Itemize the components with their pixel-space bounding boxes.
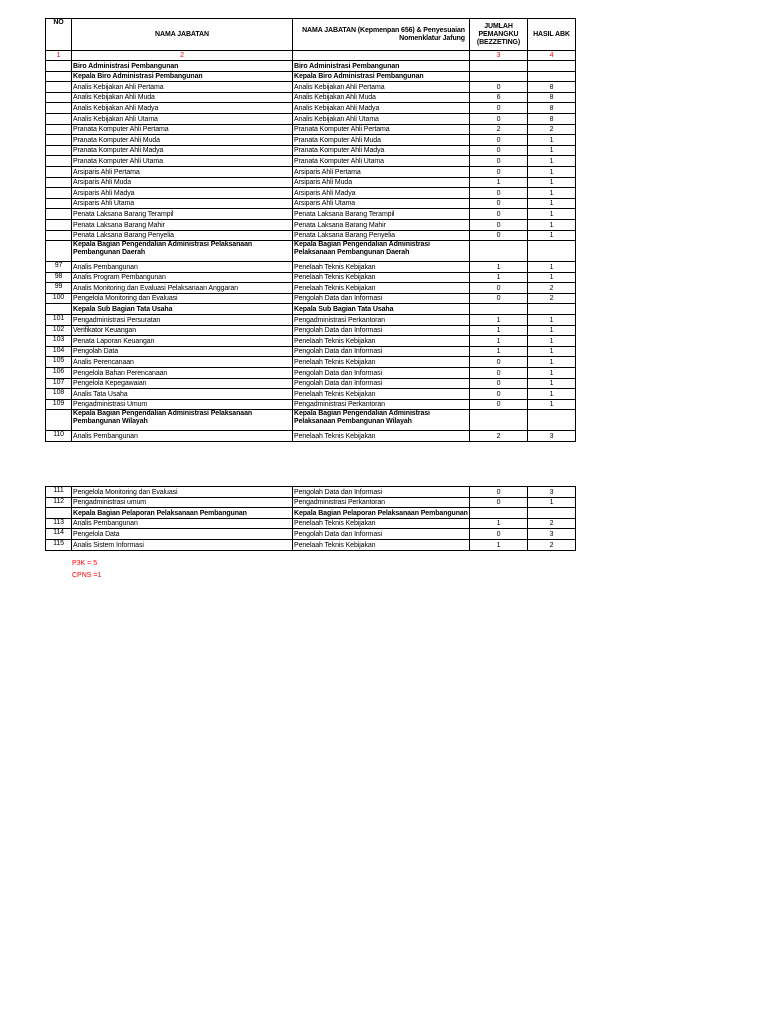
cell-no: [46, 198, 72, 209]
cell-nama-jabatan: Pranata Komputer Ahli Utama: [72, 156, 293, 167]
cell-no: 108: [46, 389, 72, 400]
cell-hasil-abk: 1: [528, 156, 576, 167]
cell-hasil-abk: 8: [528, 113, 576, 124]
cell-nama-jabatan: Kepala Bagian Pelaporan Pelaksanaan Pembangunan: [72, 508, 293, 519]
cell-hasil-abk: 2: [528, 518, 576, 529]
cell-jumlah-pemangku: 0: [470, 156, 528, 167]
cell-hasil-abk: 2: [528, 539, 576, 550]
header-hasil-abk: HASIL ABK: [528, 19, 576, 51]
cell-hasil-abk: 3: [528, 529, 576, 540]
note-p3k: P3K = 5: [72, 560, 98, 567]
cell-no: [46, 209, 72, 220]
table-row: [46, 135, 576, 146]
cell-jumlah-pemangku: [470, 508, 528, 519]
cell-nama-jabatan: Kepala Bagian Pengendalian Administrasi Pelaksanaan Pembangunan Daerah: [72, 241, 293, 262]
table-row: [46, 124, 576, 135]
cell-jumlah-pemangku: 0: [470, 209, 528, 220]
cell-jumlah-pemangku: 0: [470, 283, 528, 294]
cell-hasil-abk: [528, 304, 576, 315]
section-row: [46, 410, 576, 431]
cell-nama-jabatan-kepmenpan: Penelaah Teknis Kebijakan: [293, 539, 470, 550]
cell-nama-jabatan: Pengelola Kepegawaian: [72, 378, 293, 389]
cell-no: [46, 304, 72, 315]
section-row: [46, 71, 576, 82]
cell-hasil-abk: 1: [528, 346, 576, 357]
cell-no: 105: [46, 357, 72, 368]
cell-no: 97: [46, 262, 72, 273]
cell-hasil-abk: 1: [528, 325, 576, 336]
cell-no: [46, 166, 72, 177]
cell-hasil-abk: 1: [528, 209, 576, 220]
cell-nama-jabatan: Analis Kebijakan Ahli Muda: [72, 92, 293, 103]
table-row: [46, 219, 576, 230]
position-table-part-2: [45, 486, 576, 551]
cell-no: [46, 145, 72, 156]
cell-jumlah-pemangku: 6: [470, 92, 528, 103]
cell-nama-jabatan: Analis Kebijakan Ahli Madya: [72, 103, 293, 114]
cell-nama-jabatan-kepmenpan: Pengolah Data dan Informasi: [293, 325, 470, 336]
cell-nama-jabatan-kepmenpan: Analis Kebijakan Ahli Muda: [293, 92, 470, 103]
cell-jumlah-pemangku: 0: [470, 82, 528, 93]
column-index-3: 3: [470, 51, 528, 61]
cell-nama-jabatan: Pranata Komputer Ahli Muda: [72, 135, 293, 146]
table-row: [46, 497, 576, 508]
cell-no: [46, 135, 72, 146]
cell-nama-jabatan-kepmenpan: Arsiparis Ahli Utama: [293, 198, 470, 209]
cell-nama-jabatan-kepmenpan: Kepala Bagian Pengendalian Administrasi Pelaksanaan Pembangunan Wilayah: [293, 410, 470, 431]
cell-no: 98: [46, 272, 72, 283]
cell-nama-jabatan: Analis Monitoring dan Evaluasi Pelaksanaan Anggaran: [72, 283, 293, 294]
cell-jumlah-pemangku: 0: [470, 230, 528, 241]
column-index-blank: [293, 51, 470, 61]
cell-jumlah-pemangku: 1: [470, 346, 528, 357]
cell-jumlah-pemangku: 0: [470, 368, 528, 379]
cell-nama-jabatan: Analis Sistem Informasi: [72, 539, 293, 550]
cell-jumlah-pemangku: 0: [470, 198, 528, 209]
table-row: [46, 368, 576, 379]
cell-no: [46, 241, 72, 262]
table-row: [46, 209, 576, 220]
cell-nama-jabatan: Analis Pembangunan: [72, 431, 293, 442]
cell-no: 103: [46, 336, 72, 347]
cell-nama-jabatan-kepmenpan: Pengolah Data dan Informasi: [293, 293, 470, 304]
cell-nama-jabatan: Pengadministrasi Persuratan: [72, 315, 293, 326]
cell-jumlah-pemangku: 0: [470, 497, 528, 508]
cell-jumlah-pemangku: [470, 71, 528, 82]
cell-jumlah-pemangku: 0: [470, 166, 528, 177]
cell-jumlah-pemangku: 1: [470, 177, 528, 188]
cell-jumlah-pemangku: 1: [470, 518, 528, 529]
cell-jumlah-pemangku: 0: [470, 145, 528, 156]
cell-nama-jabatan: Analis Kebijakan Ahli Pertama: [72, 82, 293, 93]
table-row: [46, 272, 576, 283]
cell-hasil-abk: 2: [528, 283, 576, 294]
cell-hasil-abk: 1: [528, 188, 576, 199]
cell-nama-jabatan-kepmenpan: Penelaah Teknis Kebijakan: [293, 336, 470, 347]
cell-nama-jabatan: Penata Laksana Barang Terampil: [72, 209, 293, 220]
header-jumlah-pemangku: JUMLAH PEMANGKU (BEZZETING): [470, 19, 528, 51]
position-table-part-1: [45, 18, 576, 442]
cell-nama-jabatan-kepmenpan: Pengadministrasi Perkantoran: [293, 315, 470, 326]
cell-hasil-abk: 2: [528, 293, 576, 304]
table-row: [46, 103, 576, 114]
table-row: [46, 177, 576, 188]
cell-hasil-abk: 1: [528, 219, 576, 230]
cell-nama-jabatan: Biro Administrasi Pembangunan: [72, 61, 293, 72]
cell-nama-jabatan: Pengadministrasi umum: [72, 497, 293, 508]
cell-nama-jabatan-kepmenpan: Penelaah Teknis Kebijakan: [293, 389, 470, 400]
cell-nama-jabatan: Arsiparis Ahli Madya: [72, 188, 293, 199]
cell-hasil-abk: 1: [528, 166, 576, 177]
cell-nama-jabatan-kepmenpan: Penata Laksana Barang Terampil: [293, 209, 470, 220]
cell-hasil-abk: 1: [528, 145, 576, 156]
cell-jumlah-pemangku: 1: [470, 336, 528, 347]
cell-no: [46, 124, 72, 135]
cell-jumlah-pemangku: 1: [470, 315, 528, 326]
cell-no: 112: [46, 497, 72, 508]
section-row: [46, 508, 576, 519]
cell-hasil-abk: [528, 508, 576, 519]
table-row: [46, 283, 576, 294]
table-row: [46, 156, 576, 167]
cell-hasil-abk: 8: [528, 92, 576, 103]
cell-nama-jabatan-kepmenpan: Kepala Bagian Pengendalian Administrasi Pelaksanaan Pembangunan Daerah: [293, 241, 470, 262]
cell-no: [46, 156, 72, 167]
cell-hasil-abk: 1: [528, 272, 576, 283]
cell-nama-jabatan-kepmenpan: Penata Laksana Barang Mahir: [293, 219, 470, 230]
cell-nama-jabatan: Pranata Komputer Ahli Madya: [72, 145, 293, 156]
cell-jumlah-pemangku: 1: [470, 262, 528, 273]
cell-jumlah-pemangku: [470, 410, 528, 431]
cell-nama-jabatan-kepmenpan: Penelaah Teknis Kebijakan: [293, 518, 470, 529]
cell-no: 113: [46, 518, 72, 529]
cell-no: [46, 177, 72, 188]
cell-nama-jabatan: Analis Kebijakan Ahli Utama: [72, 113, 293, 124]
cell-nama-jabatan-kepmenpan: Pengadministrasi Perkantoran: [293, 399, 470, 410]
cell-no: [46, 410, 72, 431]
table-row: [46, 518, 576, 529]
cell-jumlah-pemangku: 1: [470, 539, 528, 550]
cell-nama-jabatan-kepmenpan: Pranata Komputer Ahli Madya: [293, 145, 470, 156]
cell-nama-jabatan-kepmenpan: Penelaah Teknis Kebijakan: [293, 357, 470, 368]
cell-nama-jabatan: Analis Pembangunan: [72, 262, 293, 273]
cell-nama-jabatan: Pengelola Bahan Perencanaan: [72, 368, 293, 379]
cell-nama-jabatan: Pengadministrasi Umum: [72, 399, 293, 410]
cell-nama-jabatan-kepmenpan: Pengadministrasi Perkantoran: [293, 497, 470, 508]
table-row: [46, 293, 576, 304]
table-row: [46, 399, 576, 410]
cell-hasil-abk: 1: [528, 389, 576, 400]
cell-nama-jabatan-kepmenpan: Penelaah Teknis Kebijakan: [293, 262, 470, 273]
cell-nama-jabatan-kepmenpan: Kepala Sub Bagian Tata Usaha: [293, 304, 470, 315]
cell-nama-jabatan-kepmenpan: Pengolah Data dan Informasi: [293, 529, 470, 540]
cell-nama-jabatan-kepmenpan: Kepala Bagian Pelaporan Pelaksanaan Pembangunan: [293, 508, 470, 519]
table-row: [46, 230, 576, 241]
cell-nama-jabatan: Pengelola Monitoring dan Evaluasi: [72, 487, 293, 498]
header-nama-jabatan-kepmenpan: NAMA JABATAN (Kepmenpan 656) & Penyesuaian Nomenklatur Jafung: [293, 19, 470, 51]
cell-nama-jabatan-kepmenpan: Pengolah Data dan Informasi: [293, 378, 470, 389]
cell-nama-jabatan-kepmenpan: Pranata Komputer Ahli Utama: [293, 156, 470, 167]
cell-jumlah-pemangku: 2: [470, 431, 528, 442]
cell-jumlah-pemangku: 0: [470, 378, 528, 389]
cell-hasil-abk: 1: [528, 378, 576, 389]
table-row: [46, 113, 576, 124]
cell-hasil-abk: 1: [528, 135, 576, 146]
table-row: [46, 198, 576, 209]
cell-nama-jabatan: Penata Laksana Barang Mahir: [72, 219, 293, 230]
cell-no: 106: [46, 368, 72, 379]
column-index-row: [46, 51, 576, 61]
cell-no: [46, 508, 72, 519]
column-index-2: 2: [72, 51, 293, 61]
cell-jumlah-pemangku: 0: [470, 219, 528, 230]
cell-no: [46, 103, 72, 114]
cell-no: 102: [46, 325, 72, 336]
cell-jumlah-pemangku: 0: [470, 103, 528, 114]
cell-hasil-abk: [528, 61, 576, 72]
table-row: [46, 188, 576, 199]
cell-nama-jabatan-kepmenpan: Arsiparis Ahli Madya: [293, 188, 470, 199]
cell-nama-jabatan-kepmenpan: Penelaah Teknis Kebijakan: [293, 431, 470, 442]
cell-nama-jabatan-kepmenpan: Arsiparis Ahli Muda: [293, 177, 470, 188]
cell-nama-jabatan-kepmenpan: Pengolah Data dan Informasi: [293, 487, 470, 498]
table-row: [46, 325, 576, 336]
table-row: [46, 431, 576, 442]
table-row: [46, 539, 576, 550]
table-header-row: [46, 19, 576, 51]
cell-hasil-abk: 1: [528, 177, 576, 188]
table-row: [46, 357, 576, 368]
cell-nama-jabatan: Analis Perencanaan: [72, 357, 293, 368]
table-row: [46, 166, 576, 177]
cell-hasil-abk: 3: [528, 431, 576, 442]
cell-hasil-abk: 1: [528, 230, 576, 241]
cell-nama-jabatan-kepmenpan: Analis Kebijakan Ahli Utama: [293, 113, 470, 124]
cell-nama-jabatan-kepmenpan: Penelaah Teknis Kebijakan: [293, 283, 470, 294]
cell-nama-jabatan: Arsiparis Ahli Utama: [72, 198, 293, 209]
column-index-1: 1: [46, 51, 72, 61]
cell-hasil-abk: 1: [528, 336, 576, 347]
cell-no: 109: [46, 399, 72, 410]
cell-nama-jabatan-kepmenpan: Analis Kebijakan Ahli Madya: [293, 103, 470, 114]
cell-no: 114: [46, 529, 72, 540]
cell-nama-jabatan-kepmenpan: Pranata Komputer Ahli Muda: [293, 135, 470, 146]
cell-nama-jabatan: Arsiparis Ahli Pertama: [72, 166, 293, 177]
table-row: [46, 145, 576, 156]
cell-nama-jabatan: Penata Laporan Keuangan: [72, 336, 293, 347]
cell-jumlah-pemangku: 0: [470, 135, 528, 146]
cell-nama-jabatan: Penata Laksana Barang Penyelia: [72, 230, 293, 241]
cell-jumlah-pemangku: [470, 241, 528, 262]
cell-nama-jabatan-kepmenpan: Pengolah Data dan Informasi: [293, 368, 470, 379]
cell-jumlah-pemangku: 0: [470, 389, 528, 400]
table-row: [46, 262, 576, 273]
table-row: [46, 346, 576, 357]
cell-hasil-abk: 1: [528, 198, 576, 209]
cell-jumlah-pemangku: 1: [470, 325, 528, 336]
cell-nama-jabatan-kepmenpan: Penelaah Teknis Kebijakan: [293, 272, 470, 283]
cell-hasil-abk: 1: [528, 357, 576, 368]
cell-nama-jabatan: Kepala Sub Bagian Tata Usaha: [72, 304, 293, 315]
cell-no: 99: [46, 283, 72, 294]
cell-hasil-abk: [528, 410, 576, 431]
section-row: [46, 304, 576, 315]
cell-hasil-abk: 2: [528, 124, 576, 135]
table-row: [46, 336, 576, 347]
cell-no: 101: [46, 315, 72, 326]
cell-hasil-abk: 1: [528, 497, 576, 508]
cell-no: 110: [46, 431, 72, 442]
cell-no: 107: [46, 378, 72, 389]
cell-jumlah-pemangku: 0: [470, 357, 528, 368]
cell-nama-jabatan: Pengelola Data: [72, 529, 293, 540]
cell-hasil-abk: 8: [528, 82, 576, 93]
section-row: [46, 241, 576, 262]
cell-no: [46, 92, 72, 103]
cell-jumlah-pemangku: 0: [470, 529, 528, 540]
cell-hasil-abk: 3: [528, 487, 576, 498]
section-row: [46, 61, 576, 72]
cell-no: [46, 61, 72, 72]
cell-no: 111: [46, 487, 72, 498]
cell-no: 104: [46, 346, 72, 357]
table-row: [46, 378, 576, 389]
header-nama-jabatan: NAMA JABATAN: [72, 19, 293, 51]
cell-nama-jabatan: Pengolah Data: [72, 346, 293, 357]
cell-no: 100: [46, 293, 72, 304]
cell-jumlah-pemangku: 2: [470, 124, 528, 135]
cell-nama-jabatan: Arsiparis Ahli Muda: [72, 177, 293, 188]
cell-jumlah-pemangku: [470, 304, 528, 315]
cell-hasil-abk: 8: [528, 103, 576, 114]
note-cpns: CPNS =1: [72, 572, 102, 579]
cell-no: [46, 219, 72, 230]
cell-nama-jabatan-kepmenpan: Arsiparis Ahli Pertama: [293, 166, 470, 177]
column-index-4: 4: [528, 51, 576, 61]
cell-hasil-abk: 1: [528, 262, 576, 273]
table-row: [46, 315, 576, 326]
table-row: [46, 82, 576, 93]
header-no: NO: [46, 19, 72, 51]
table-row: [46, 529, 576, 540]
cell-nama-jabatan: Kepala Bagian Pengendalian Administrasi Pelaksanaan Pembangunan Wilayah: [72, 410, 293, 431]
cell-jumlah-pemangku: 0: [470, 188, 528, 199]
cell-hasil-abk: [528, 241, 576, 262]
cell-nama-jabatan-kepmenpan: Penata Laksana Barang Penyelia: [293, 230, 470, 241]
cell-no: [46, 188, 72, 199]
table-row: [46, 389, 576, 400]
cell-no: [46, 82, 72, 93]
cell-jumlah-pemangku: 0: [470, 399, 528, 410]
cell-nama-jabatan-kepmenpan: Pengolah Data dan Informasi: [293, 346, 470, 357]
cell-nama-jabatan-kepmenpan: Pranata Komputer Ahli Pertama: [293, 124, 470, 135]
cell-nama-jabatan-kepmenpan: Analis Kebijakan Ahli Pertama: [293, 82, 470, 93]
cell-no: [46, 230, 72, 241]
cell-nama-jabatan: Analis Tata Usaha: [72, 389, 293, 400]
cell-nama-jabatan: Kepala Biro Administrasi Pembangunan: [72, 71, 293, 82]
table-row: [46, 92, 576, 103]
cell-no: 115: [46, 539, 72, 550]
cell-nama-jabatan-kepmenpan: Kepala Biro Administrasi Pembangunan: [293, 71, 470, 82]
cell-nama-jabatan: Pranata Komputer Ahli Pertama: [72, 124, 293, 135]
cell-nama-jabatan: Verifikator Keuangan: [72, 325, 293, 336]
cell-jumlah-pemangku: 0: [470, 487, 528, 498]
table-row: [46, 487, 576, 498]
cell-hasil-abk: 1: [528, 315, 576, 326]
cell-nama-jabatan: Pengelola Monitoring dan Evaluasi: [72, 293, 293, 304]
cell-hasil-abk: 1: [528, 368, 576, 379]
cell-nama-jabatan: Analis Pembangunan: [72, 518, 293, 529]
cell-no: [46, 71, 72, 82]
cell-nama-jabatan-kepmenpan: Biro Administrasi Pembangunan: [293, 61, 470, 72]
cell-hasil-abk: [528, 71, 576, 82]
cell-hasil-abk: 1: [528, 399, 576, 410]
cell-jumlah-pemangku: 0: [470, 113, 528, 124]
cell-jumlah-pemangku: 0: [470, 293, 528, 304]
cell-nama-jabatan: Analis Program Pembangunan: [72, 272, 293, 283]
cell-no: [46, 113, 72, 124]
cell-jumlah-pemangku: [470, 61, 528, 72]
cell-jumlah-pemangku: 1: [470, 272, 528, 283]
